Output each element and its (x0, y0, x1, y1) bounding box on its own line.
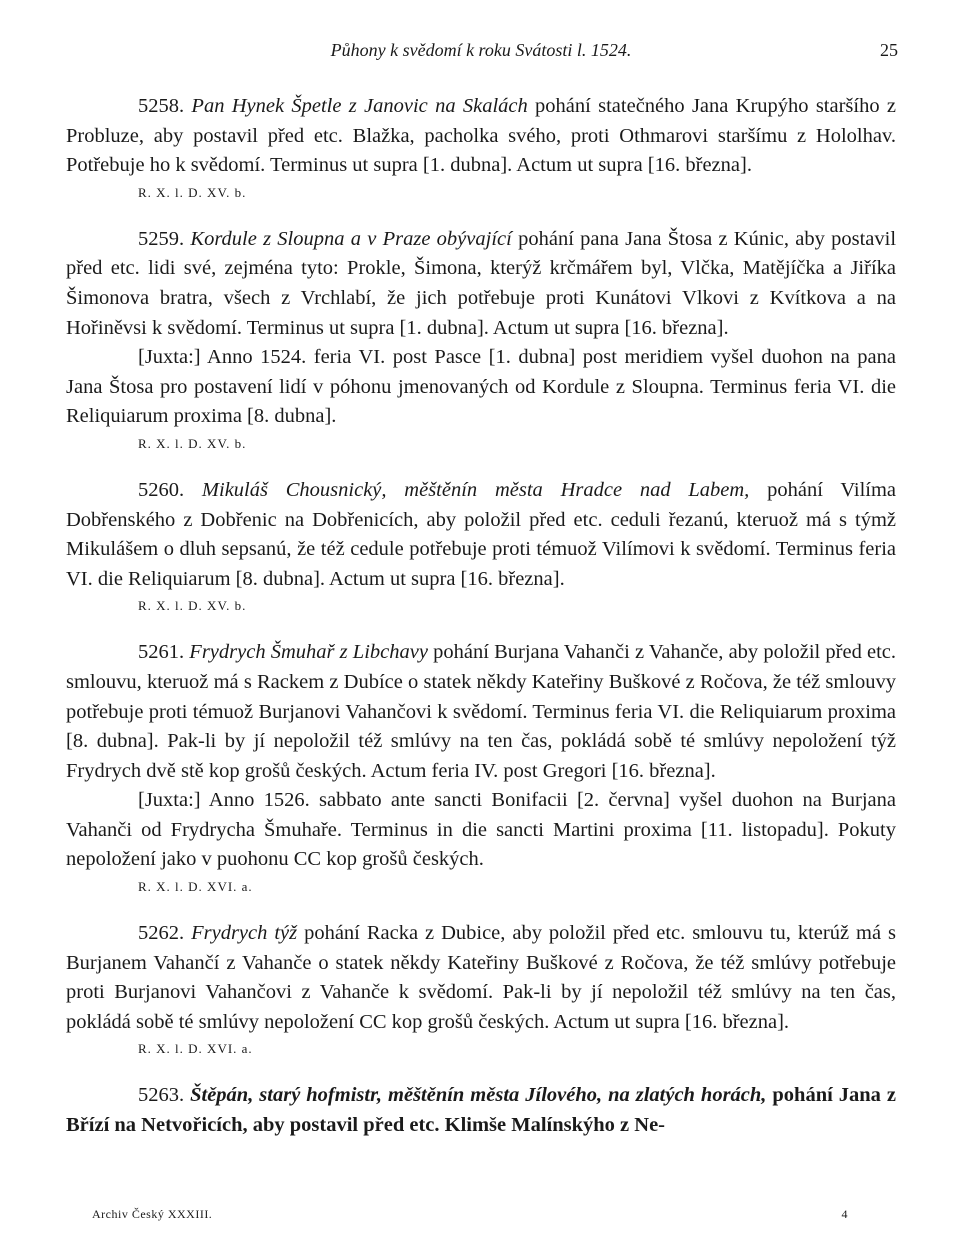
entry-lead: Frydrych Šmuhař z Libchavy (189, 641, 428, 664)
running-title: Půhony k svědomí k roku Svátosti l. 1524. (330, 40, 632, 60)
entry-paragraph (66, 92, 896, 181)
entry-text: pohání Racka z Dubice, aby položil před etc. smlouvu tu, kterúž má s Burjanem Vahančí z Vahanče o statek někdy Kateřiny Buškové z Ročova, že též smlúvy potřebuje proti Burjanovi Vahančovi z Vahanče k svědomí. Pak-li by jí nepoložil též smlúvy na ten čas, pokládá sobě té smlúvy nepoložení CC kop grošů českých. Actum ut supra [16. března]. (66, 922, 896, 1033)
entry-paragraph (66, 476, 896, 594)
entry-lead: Kordule z Sloupna a v Praze obývající (190, 227, 512, 250)
footer-signature-left: Archiv Český XXXIII. (92, 1207, 213, 1221)
entry-number: 5259. (138, 227, 185, 250)
entry-paragraph (66, 919, 896, 1037)
entry-5262 (66, 919, 896, 1059)
archive-reference: R. X. l. D. XVI. a. (138, 1041, 253, 1057)
entry-5259 (66, 225, 896, 454)
entry-text: pohání Burjana Vahanči z Vahanče, aby položil před etc. smlouvu, kteruož má s Rackem z Dubíce o statek někdy Kateřiny Buškové z Ročova, že též smlouvy potřebuje proti témuož Burjanovi Vahančovi k svědomí. Terminus feria VI. die Reliquiarum proxima [8. dubna]. Pak-li by jí nepoložil též smlúvy na ten čas, pokládá sobě té smlúvy nepoložení týž Frydrych dvě stě kop grošů českých. Actum feria IV. post Gregori [16. března]. (66, 641, 897, 782)
entry-number: 5263. (138, 1084, 185, 1107)
entry-lead: Pan Hynek Špetle z Janovic na Skalách (191, 95, 528, 117)
entry-lead: Frydrych týž (191, 922, 298, 945)
entry-5260 (66, 476, 896, 616)
footer-signature-right: 4 (841, 1207, 848, 1221)
entry-5261 (66, 638, 896, 897)
entry-text: pohání Vilíma Dobřenského z Dobřenic na Dobřenicích, aby položil před etc. ceduli řezanú, kteruož má s týmž Mikulášem o dluh sepsanú, že též cedule potřebuje proti témuož Vilímovi k svědomí. Terminus feria VI. die Reliquiarum [8. dubna]. Actum ut supra [16. března]. (66, 478, 897, 590)
entry-paragraph (66, 1081, 896, 1140)
entry-lead: Štěpán, starý hofmistr, měštěnín města Jílového, na zlatých horách, (190, 1084, 767, 1107)
entry-number: 5260. (138, 478, 185, 501)
entry-5258 (66, 92, 896, 203)
archive-reference: R. X. l. D. XVI. a. (138, 879, 253, 895)
entry-number: 5261. (138, 641, 185, 664)
juxta-paragraph: [Juxta:] Anno 1524. feria VI. post Pasce [1. dubna] post meridiem vyšel duohon na pana Jana Štosa pro postavení lidí v póhonu jmenovaných od Kordule z Sloupna. Terminus feria VI. die Reliquiarum proxima [8. dubna]. (66, 346, 896, 428)
archive-reference: R. X. l. D. XV. b. (138, 435, 247, 451)
entry-text: pohání pana Jana Štosa z Kúnic, aby postavil před etc. lidi své, zejména tyto: Prokle, Šimona, kterýž krčmářem byl, Vlčka, Matějíčka a Jiříka Šimonova bratra, všech z Vrchlabí, že jich potřebuje proti Kunátovi Vlkovi z Kvítkova a na Hořiněvsi k svědomí. Terminus ut supra [1. dubna]. Actum ut supra [16. března]. (66, 227, 897, 339)
juxta-paragraph: [Juxta:] Anno 1526. sabbato ante sancti Bonifacii [2. června] vyšel duohon na Burjana Vahanči od Frydrycha Šmuhaře. Terminus in die sancti Martini proxima [11. listopadu]. Pokuty nepoložení jako v puohonu CC kop grošů českých. (66, 789, 896, 871)
entry-text: pohání Jana z Břízí na Netvořicích, aby postavil před etc. Klimše Malínskýho z Ne- (66, 1084, 897, 1137)
entry-5263 (66, 1081, 896, 1140)
page-footer (92, 1207, 848, 1222)
entry-lead: Mikuláš Chousnický, měštěnín města Hradce nad Labem, (201, 478, 750, 501)
document-page (66, 40, 896, 1141)
archive-reference: R. X. l. D. XV. b. (138, 598, 247, 614)
page-number: 25 (880, 40, 898, 60)
entry-number: 5262. (138, 922, 185, 945)
entry-text: pohání statečného Jana Krupýho staršího z Probluze, aby postavil před etc. Blažka, pacholka svého, proti Othmarovi staršímu z Hololhav. Potřebuje ho k svědomí. Terminus ut supra [1. dubna]. Actum ut supra [16. března]. (66, 95, 896, 177)
entry-paragraph (66, 225, 896, 343)
entry-number: 5258. (138, 95, 185, 117)
archive-reference: R. X. l. D. XV. b. (138, 184, 247, 200)
entry-paragraph (66, 638, 896, 786)
running-header (66, 40, 896, 70)
